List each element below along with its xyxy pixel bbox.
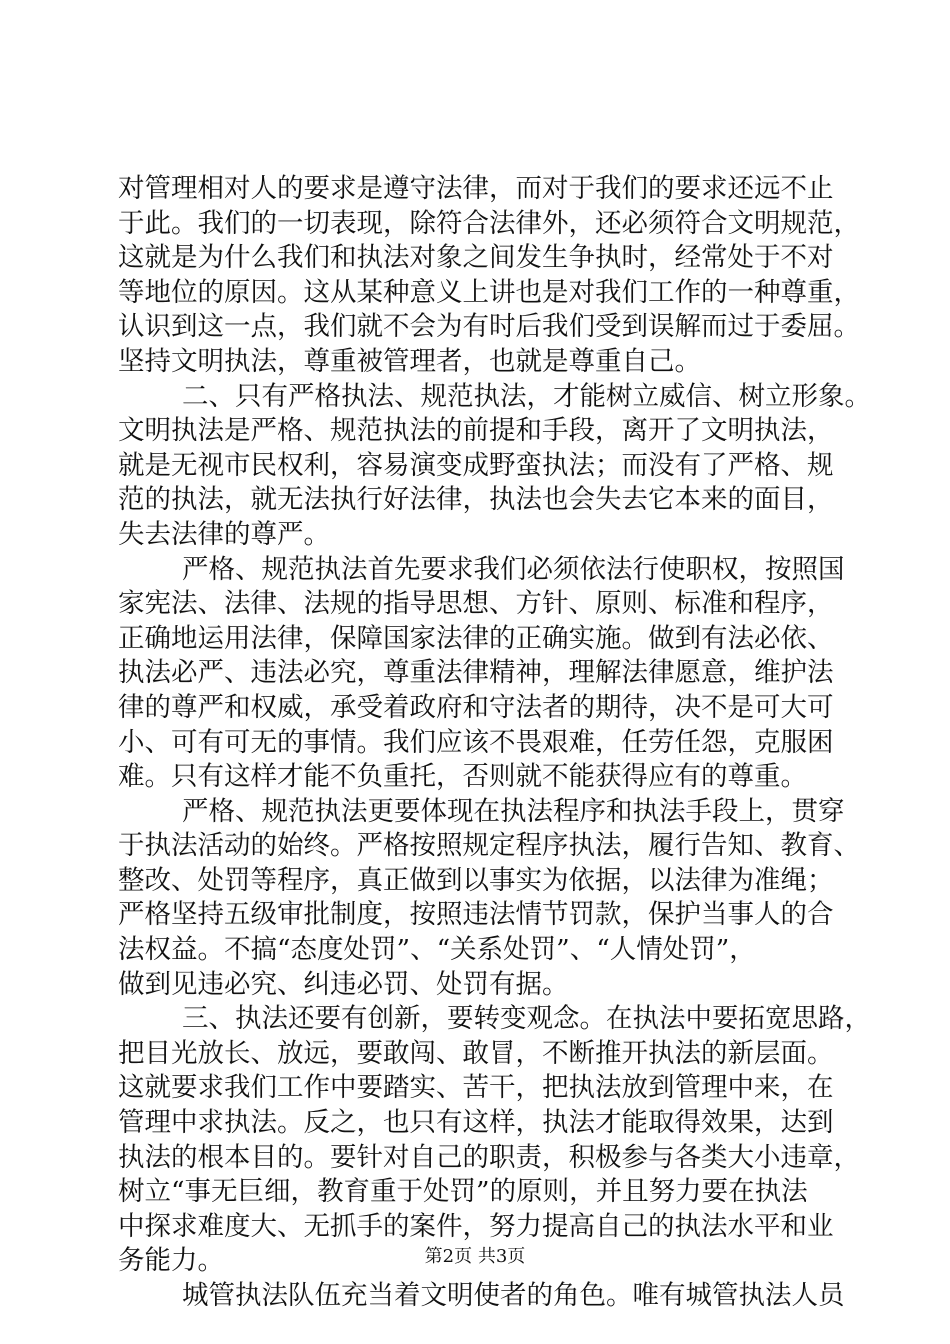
page-footer: 第2页 共3页 (424, 1246, 526, 1267)
text-line: 对管理相对人的要求是遵守法律，而对于我们的要求还远不止 (118, 173, 834, 204)
text-line: 失去法律的尊严。 (118, 518, 330, 550)
text-line: 认识到这一点，我们就不会为有时后我们受到误解而过于委屈。 (118, 311, 860, 343)
text-line: 律的尊严和权威，承受着政府和守法者的期待，决不是可大可 (118, 691, 834, 723)
text-line: 城管执法队伍充当着文明使者的角色。唯有城管执法人员 (182, 1280, 845, 1311)
text-line: 严格、规范执法首先要求我们必须依法行使职权，按照国 (182, 553, 845, 585)
text-line: 务能力。 (118, 1245, 224, 1277)
text-line: 这就是为什么我们和执法对象之间发生争执时，经常处于不对 (118, 242, 834, 274)
text-line: 就是无视市民权利，容易演变成野蛮执法；而没有了严格、规 (118, 449, 834, 481)
text-line: 难。只有这样才能不负重托，否则就不能获得应有的尊重。 (118, 761, 807, 793)
text-line: 家宪法、法律、法规的指导思想、方针、原则、标准和程序， (118, 588, 834, 620)
text-line: 把目光放长、放远，要敢闯、敢冒，不断推开执法的新层面。 (118, 1037, 834, 1069)
text-line: 范的执法，就无法执行好法律，执法也会失去它本来的面目， (118, 484, 834, 516)
text-line: 严格坚持五级审批制度，按照违法情节罚款，保护当事人的合 (118, 899, 834, 931)
text-line: 法权益。不搞“态度处罚”、“关系处罚”、“人情处罚”， (118, 934, 756, 966)
text-line: 整改、处罚等程序，真正做到以事实为依据，以法律为准绳； (118, 864, 834, 896)
text-line: 中探求难度大、无抓手的案件，努力提高自己的执法水平和业 (118, 1210, 834, 1242)
text-line: 于执法活动的始终。严格按照规定程序执法，履行告知、教育、 (118, 830, 860, 862)
text-line: 坚持文明执法，尊重被管理者，也就是尊重自己。 (118, 345, 701, 377)
document-body (118, 172, 871, 1314)
text-line: 树立“事无巨细，教育重于处罚”的原则，并且努力要在执法 (118, 1176, 808, 1208)
text-line: 等地位的原因。这从某种意义上讲也是对我们工作的一种尊重， (118, 276, 860, 308)
text-line: 做到见违必究、纠违必罚、处罚有据。 (118, 968, 569, 1000)
text-line: 正确地运用法律，保障国家法律的正确实施。做到有法必依、 (118, 622, 834, 654)
text-line: 三、执法还要有创新，要转变观念。在执法中要拓宽思路， (182, 1003, 871, 1035)
text-line: 管理中求执法。反之，也只有这样，执法才能取得效果，达到 (118, 1107, 834, 1139)
text-line: 小、可有可无的事情。我们应该不畏艰难，任劳任怨，克服困 (118, 726, 834, 758)
text-line: 这就要求我们工作中要踏实、苦干，把执法放到管理中来，在 (118, 1072, 834, 1104)
text-line: 于此。我们的一切表现，除符合法律外，还必须符合文明规范， (118, 207, 860, 239)
text-line: 文明执法是严格、规范执法的前提和手段，离开了文明执法， (118, 415, 834, 447)
text-line: 执法必严、违法必究，尊重法律精神，理解法律愿意，维护法 (118, 657, 834, 689)
text-line: 执法的根本目的。要针对自己的职责，积极参与各类大小违章， (118, 1141, 860, 1173)
text-line: 严格、规范执法更要体现在执法程序和执法手段上，贯穿 (182, 795, 845, 827)
text-line: 二、只有严格执法、规范执法，才能树立威信、树立形象。 (182, 380, 871, 412)
